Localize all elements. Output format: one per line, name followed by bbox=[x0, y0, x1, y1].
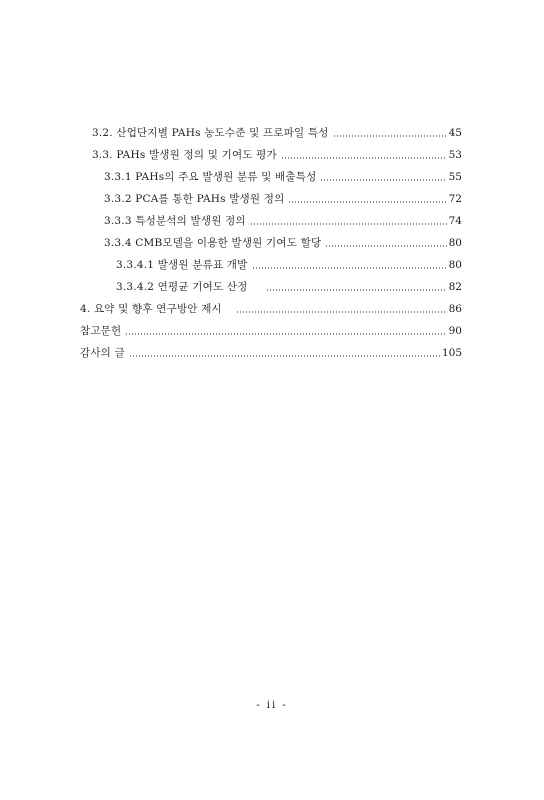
toc-leader-dots bbox=[129, 355, 440, 357]
toc-entry-title: 3.3.2 PCA를 통한 PAHs 발생원 정의 bbox=[104, 193, 285, 205]
toc-entry-page: 72 bbox=[448, 193, 462, 205]
toc-leader-dots bbox=[236, 311, 447, 313]
toc-entry-page: 90 bbox=[448, 325, 462, 337]
toc-entry-title: 참고문헌 bbox=[80, 325, 122, 337]
toc-leader-dots bbox=[250, 223, 447, 225]
toc-leader-dots bbox=[281, 157, 447, 159]
toc-entry-title: 3.3.3 특성분석의 발생원 정의 bbox=[104, 215, 246, 227]
toc-entry-title: 3.3.4.2 연평균 기여도 산정 bbox=[116, 281, 248, 293]
toc-entry-title: 3.3.4 CMB모델을 이용한 발생원 기여도 할당 bbox=[104, 237, 322, 249]
toc-entry[interactable] bbox=[104, 232, 462, 250]
toc-entry-page: 45 bbox=[448, 127, 462, 139]
toc-entry[interactable] bbox=[92, 122, 462, 140]
toc-entry-title: 3.3.1 PAHs의 주요 발생원 분류 및 배출특성 bbox=[104, 171, 317, 183]
toc-entry-title: 3.3. PAHs 발생원 정의 및 기여도 평가 bbox=[92, 149, 277, 161]
toc-entry-title: 4. 요약 및 향후 연구방안 제시 bbox=[80, 303, 222, 315]
toc-leader-dots bbox=[320, 179, 446, 181]
toc-entry-page: 74 bbox=[448, 215, 462, 227]
toc-entry-title: 3.3.4.1 발생원 분류표 개발 bbox=[116, 259, 248, 271]
toc-leader-dots bbox=[252, 267, 447, 269]
toc-leader-dots bbox=[325, 245, 446, 247]
toc-entry-title: 3.2. 산업단지별 PAHs 농도수준 및 프로파일 특성 bbox=[92, 127, 329, 139]
toc-leader-dots bbox=[125, 333, 446, 335]
toc-entry-title: 감사의 글 bbox=[80, 347, 125, 359]
toc-entry[interactable] bbox=[116, 254, 462, 272]
toc-entry[interactable] bbox=[104, 210, 462, 228]
toc-entry[interactable] bbox=[80, 298, 462, 316]
toc-leader-dots bbox=[266, 289, 447, 291]
toc-entry-page: 53 bbox=[448, 149, 462, 161]
toc-entry-page: 55 bbox=[448, 171, 462, 183]
toc-entry[interactable] bbox=[80, 320, 462, 338]
toc-entry-page: 80 bbox=[448, 259, 462, 271]
toc-entry[interactable] bbox=[104, 166, 462, 184]
toc-entry[interactable] bbox=[80, 342, 462, 360]
page-number: - ii - bbox=[256, 700, 288, 711]
toc-entry[interactable] bbox=[116, 276, 462, 294]
toc-entry-page: 105 bbox=[441, 347, 462, 359]
toc-leader-dots bbox=[333, 135, 447, 137]
toc-entry-page: 82 bbox=[448, 281, 462, 293]
toc-entry[interactable] bbox=[104, 188, 462, 206]
toc-leader-dots bbox=[288, 201, 446, 203]
toc-entry-page: 80 bbox=[448, 237, 462, 249]
toc-entry-page: 86 bbox=[448, 303, 462, 315]
toc-entry[interactable] bbox=[92, 144, 462, 162]
